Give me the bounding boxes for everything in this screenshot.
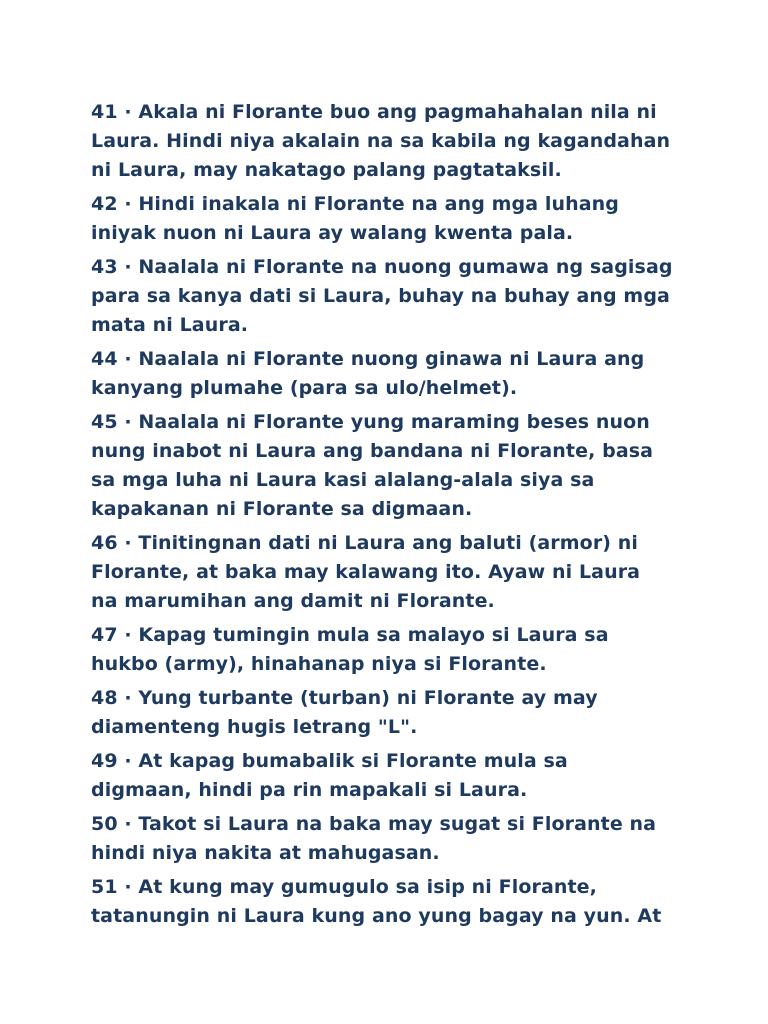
- text-line: kapakanan ni Florante sa digmaan.: [91, 498, 473, 520]
- text-line: diamenteng hugis letrang "L".: [91, 716, 418, 738]
- text-line: para sa kanya dati si Laura, buhay na buhay ang mga: [91, 285, 670, 307]
- text-line: kanyang plumahe (para sa ulo/helmet).: [91, 377, 518, 399]
- paragraph-47: [91, 621, 691, 679]
- paragraph-43: [91, 253, 691, 340]
- paragraph-45: [91, 408, 691, 524]
- text-line: 45 · Naalala ni Florante yung maraming beses nuon: [91, 411, 650, 433]
- text-line: 42 · Hindi inakala ni Florante na ang mga luhang: [91, 193, 619, 215]
- text-line: 48 · Yung turbante (turban) ni Florante ay may: [91, 687, 598, 709]
- text-line: 43 · Naalala ni Florante na nuong gumawa ng sagisag: [91, 256, 673, 278]
- paragraph-42: [91, 190, 691, 248]
- paragraph-41: [91, 98, 691, 185]
- text-line: iniyak nuon ni Laura ay walang kwenta pala.: [91, 222, 574, 244]
- text-line: tatanungin ni Laura kung ano yung bagay na yun. At: [91, 905, 662, 927]
- text-line: 50 · Takot si Laura na baka may sugat si Florante na: [91, 813, 657, 835]
- text-line: ni Laura, may nakatago palang pagtataksil.: [91, 159, 562, 181]
- text-line: 49 · At kapag bumabalik si Florante mula sa: [91, 750, 568, 772]
- text-line: 41 · Akala ni Florante buo ang pagmahahalan nila ni: [91, 101, 657, 123]
- text-line: 44 · Naalala ni Florante nuong ginawa ni Laura ang: [91, 348, 645, 370]
- text-line: hindi niya nakita at mahugasan.: [91, 842, 440, 864]
- text-line: sa mga luha ni Laura kasi alalang-alala siya sa: [91, 469, 595, 491]
- text-line: digmaan, hindi pa rin mapakali si Laura.: [91, 779, 528, 801]
- text-line: mata ni Laura.: [91, 314, 249, 336]
- text-line: Laura. Hindi niya akalain na sa kabila ng kagandahan: [91, 130, 671, 152]
- text-line: 46 · Tinitingnan dati ni Laura ang baluti (armor) ni: [91, 532, 639, 554]
- paragraph-44: [91, 345, 691, 403]
- text-line: nung inabot ni Laura ang bandana ni Florante, basa: [91, 440, 654, 462]
- document-body: [91, 98, 691, 936]
- text-line: na marumihan ang damit ni Florante.: [91, 590, 495, 612]
- paragraph-49: [91, 747, 691, 805]
- text-line: 51 · At kung may gumugulo sa isip ni Florante,: [91, 876, 597, 898]
- text-line: hukbo (army), hinahanap niya si Florante.: [91, 653, 547, 675]
- text-line: Florante, at baka may kalawang ito. Ayaw ni Laura: [91, 561, 641, 583]
- paragraph-50: [91, 810, 691, 868]
- paragraph-48: [91, 684, 691, 742]
- paragraph-51: [91, 873, 691, 931]
- paragraph-46: [91, 529, 691, 616]
- text-line: 47 · Kapag tumingin mula sa malayo si Laura sa: [91, 624, 609, 646]
